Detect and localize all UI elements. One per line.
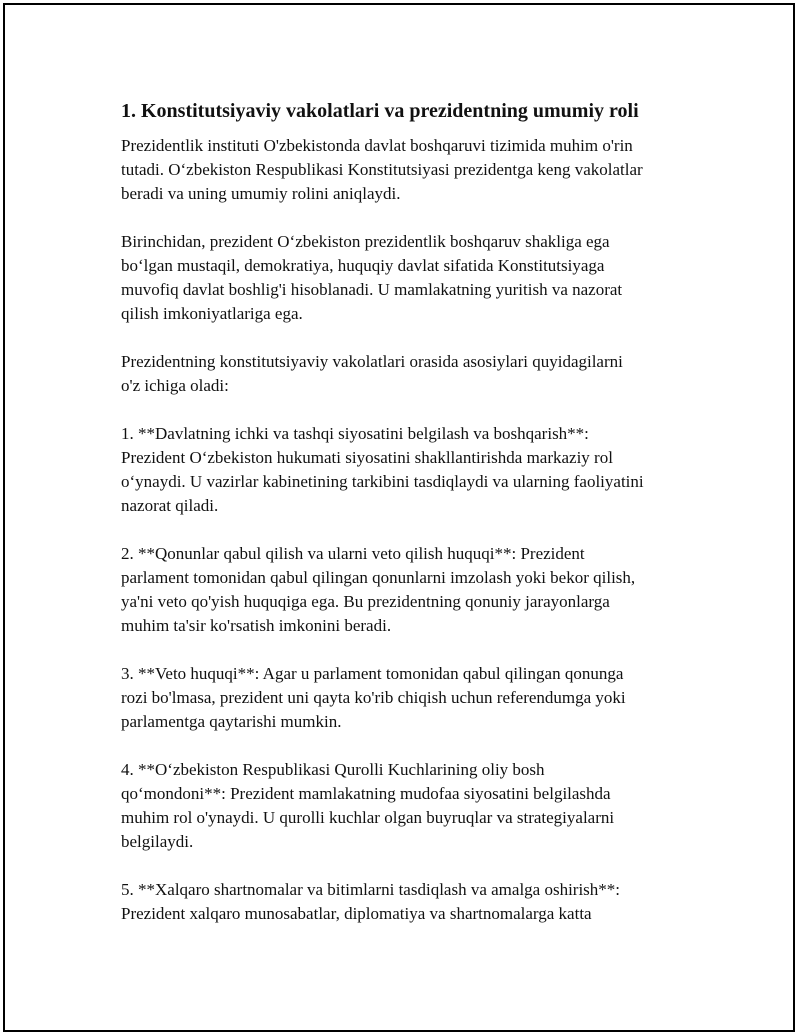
text-line: Prezident xalqaro munosabatlar, diplomatiya va shartnomalarga katta: [121, 904, 592, 923]
text-line: nazorat qiladi.: [121, 496, 219, 515]
text-line: 5. **Xalqaro shartnomalar va bitimlarni tasdiqlash va amalga oshirish**:: [121, 880, 621, 899]
paragraph: [121, 662, 706, 734]
text-line: Prezidentning konstitutsiyaviy vakolatlari orasida asosiylari quyidagilarni: [121, 352, 623, 371]
text-line: muvofiq davlat boshlig'i hisoblanadi. U mamlakatning yuritish va nazorat: [121, 280, 623, 299]
text-line: muhim ta'sir ko'rsatish imkonini beradi.: [121, 616, 392, 635]
text-line: Prezidentlik instituti O'zbekistonda davlat boshqaruvi tizimida muhim o'rin: [121, 136, 633, 155]
paragraph: [121, 878, 706, 926]
text-line: belgilaydi.: [121, 832, 194, 851]
text-line: parlamentga qaytarishi mumkin.: [121, 712, 342, 731]
text-line: qo‘mondoni**: Prezident mamlakatning mudofaa siyosatini belgilashda: [121, 784, 611, 803]
document-content: [121, 98, 706, 950]
paragraph: [121, 758, 706, 854]
text-line: rozi bo'lmasa, prezident uni qayta ko'rib chiqish uchun referendumga yoki: [121, 688, 626, 707]
text-line: ya'ni veto qo'yish huquqiga ega. Bu prezidentning qonuniy jarayonlarga: [121, 592, 610, 611]
text-line: Birinchidan, prezident O‘zbekiston prezidentlik boshqaruv shakliga ega: [121, 232, 610, 251]
text-line: 3. **Veto huquqi**: Agar u parlament tomonidan qabul qilingan qonunga: [121, 664, 624, 683]
text-line: o'z ichiga oladi:: [121, 376, 229, 395]
paragraph: [121, 542, 706, 638]
paragraph: [121, 134, 706, 206]
text-line: beradi va uning umumiy rolini aniqlaydi.: [121, 184, 401, 203]
paragraph: [121, 350, 706, 398]
text-line: o‘ynaydi. U vazirlar kabinetining tarkibini tasdiqlaydi va ularning faoliyatini: [121, 472, 644, 491]
text-line: 2. **Qonunlar qabul qilish va ularni veto qilish huquqi**: Prezident: [121, 544, 585, 563]
text-line: bo‘lgan mustaqil, demokratiya, huquqiy davlat sifatida Konstitutsiyaga: [121, 256, 605, 275]
paragraph-list: [121, 134, 706, 926]
text-line: 4. **O‘zbekiston Respublikasi Qurolli Kuchlarining oliy bosh: [121, 760, 545, 779]
paragraph: [121, 230, 706, 326]
text-line: muhim rol o'ynaydi. U qurolli kuchlar olgan buyruqlar va strategiyalarni: [121, 808, 615, 827]
section-heading: 1. Konstitutsiyaviy vakolatlari va prezidentning umumiy roli: [121, 100, 639, 122]
text-line: tutadi. O‘zbekiston Respublikasi Konstitutsiyasi prezidentga keng vakolatlar: [121, 160, 643, 179]
text-line: parlament tomonidan qabul qilingan qonunlarni imzolash yoki bekor qilish,: [121, 568, 636, 587]
text-line: qilish imkoniyatlariga ega.: [121, 304, 303, 323]
page-frame: [3, 3, 795, 1032]
text-line: 1. **Davlatning ichki va tashqi siyosatini belgilash va boshqarish**:: [121, 424, 589, 443]
text-line: Prezident O‘zbekiston hukumati siyosatini shakllantirishda markaziy rol: [121, 448, 613, 467]
paragraph: [121, 422, 706, 518]
